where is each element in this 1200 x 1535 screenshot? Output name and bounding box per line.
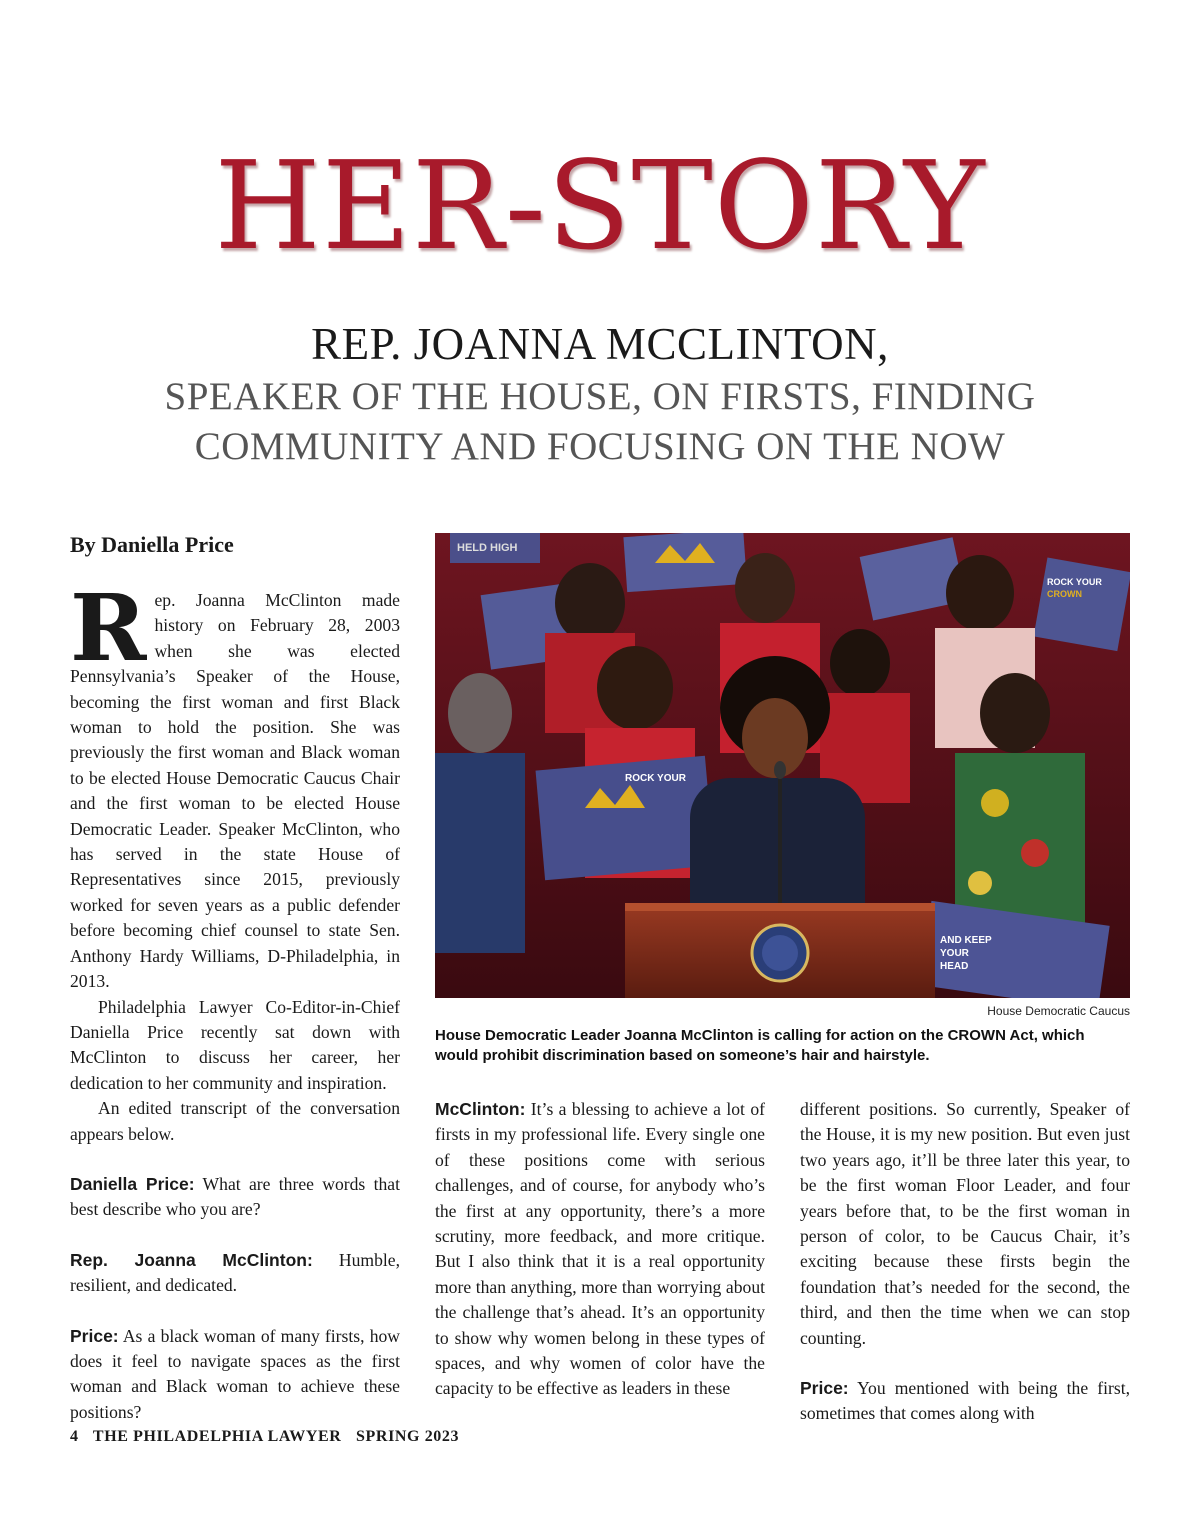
photo-credit: House Democratic Caucus <box>987 1004 1130 1018</box>
speaker-label: Rep. Joanna McClinton: <box>70 1249 313 1270</box>
text-column-2 <box>435 1097 765 1402</box>
drop-cap: R <box>70 574 147 682</box>
sign-text: ROCK YOUR <box>625 773 686 784</box>
masthead-title: HER-STORY <box>214 135 986 277</box>
question-text: You mentioned with being the first, sometimes that comes along with <box>800 1378 1130 1424</box>
speaker-label: Price: <box>70 1325 119 1346</box>
article-headline: REP. JOANNA MCCLINTON, <box>311 319 889 369</box>
sign-text: HEAD <box>940 961 969 972</box>
question-2 <box>70 1324 400 1426</box>
sign-text: YOUR <box>940 948 969 959</box>
sign-text: CROWN <box>1047 589 1082 599</box>
sign-text: HELD HIGH <box>457 542 518 554</box>
question-text: What are three words that best describe who you are? <box>70 1173 400 1220</box>
page-number: 4 <box>70 1428 79 1445</box>
speaker-label: Price: <box>800 1378 849 1399</box>
article-subhead: SPEAKER OF THE HOUSE, ON FIRSTS, FINDING COMMUNITY AND FOCUSING ON THE NOW <box>164 375 1036 468</box>
photo-illustration <box>435 533 1130 998</box>
page-footer <box>70 1428 469 1446</box>
question-text: As a black woman of many firsts, how does it feel to navigate spaces as the first woman and Black woman to achieve these positions? <box>70 1325 400 1422</box>
photo-caption: House Democratic Leader Joanna McClinton is calling for action on the CROWN Act, which would prohibit discrimination based on someone’s hair and hairstyle. <box>435 1027 1085 1064</box>
answer-text: Humble, resilient, and dedicated. <box>70 1249 400 1296</box>
answer-2 <box>435 1097 765 1402</box>
byline: By Daniella Price <box>70 532 234 557</box>
sign-text: ROCK YOUR <box>1047 577 1102 587</box>
text-column-1 <box>70 574 400 1425</box>
sign-text: AND KEEP <box>940 935 992 946</box>
intro-text: ep. Joanna McClinton made history on February 28, 2003 when she was elected Pennsylvania’s Speaker of the House, becoming the first woman and first Black woman to hold the position. She was previously the first woman and Black woman to be elected House Democratic Caucus Chair and the first woman to be elected House Democratic Leader. Speaker McClinton, who has served in the state House of Representatives since 2015, previously worked for seven years as a public defender before becoming chief counsel to state Sen. Anthony Hardy Williams, D-Philadelphia, in 2013. <box>70 590 400 992</box>
issue-date: SPRING 2023 <box>356 1428 460 1445</box>
text-column-3 <box>800 1097 1130 1427</box>
question-3 <box>800 1376 1130 1427</box>
answer-1 <box>70 1248 400 1299</box>
speaker-label: Daniella Price: <box>70 1173 195 1194</box>
paragraph-3: An edited transcript of the conversation appears below. <box>70 1098 400 1144</box>
speaker-label: McClinton: <box>435 1099 526 1119</box>
answer-text: It’s a blessing to achieve a lot of firsts in my professional life. Every single one of these positions come with serious challenges, and of course, for anybody who’s the first at any opportunity, there’s a more scrutiny, more feedback, and more critique. But I also think that it is a real opportunity more than anything, more than worrying about the challenge that’s ahead. It’s an opportunity to show why women belong in these types of spaces, and why women of color have the capacity to be effective as leaders in these <box>435 1099 765 1399</box>
publication-name: THE PHILADELPHIA LAWYER <box>92 1428 342 1445</box>
article-photo <box>435 533 1130 998</box>
question-1 <box>70 1172 400 1223</box>
paragraph-2: Philadelphia Lawyer Co-Editor-in-Chief Daniella Price recently sat down with McClinton to discuss her career, her dedication to her community and inspiration. <box>70 996 400 1093</box>
answer-2-continued: different positions. So currently, Speaker of the House, it is my new position. But even just two years ago, it’ll be three later this year, to be the first woman Floor Leader, and four years before that, to be the first woman in person of color, to be Caucus Chair, it’s exciting because these firsts begin the foundation that’s needed for the second, the third, and then the time when we can stop counting. <box>800 1099 1130 1348</box>
intro-paragraph <box>70 574 400 995</box>
